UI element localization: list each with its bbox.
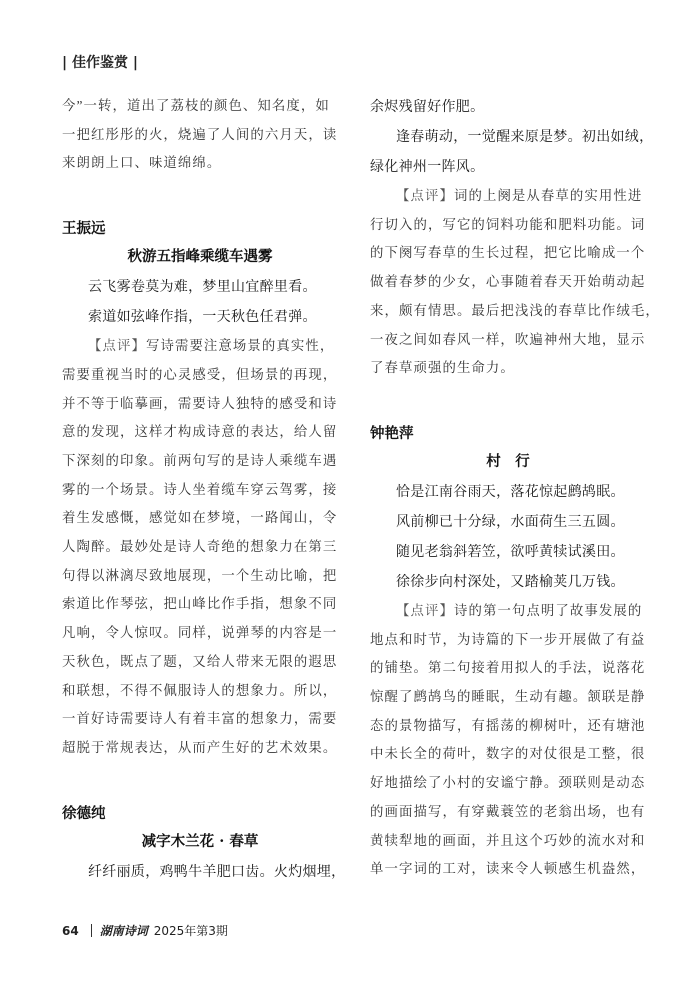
text-line: 的画面描写，有穿戴蓑笠的老翁出场，也有 [370, 803, 646, 819]
commentary [370, 597, 646, 884]
text-line: 态的景物描写，有摇荡的柳树叶，还有塘池 [370, 717, 646, 733]
poem-line: 逢春萌动，一觉醒来原是梦。初出如绒， [396, 129, 654, 145]
text-line: 来朗朗上口、味道绵绵。 [62, 155, 222, 171]
intro-continuation [62, 92, 338, 178]
magazine-logo: 湖南诗词 [99, 924, 148, 938]
poem-line: 随见老翁斜箬笠，欲呼黄犊试溪田。 [396, 543, 625, 560]
poem-body [62, 857, 346, 887]
poem-line: 绿化神州一阵风。 [370, 159, 485, 175]
poem-body-continued [370, 92, 654, 182]
text-line: 雾的一个场景。诗人坐着缆车穿云驾雾，接 [62, 481, 338, 497]
commentary [62, 332, 338, 763]
text-line: 来，颇有情思。最后把浅浅的春草比作绒毛， [370, 302, 660, 318]
author-name: 王振远 [62, 221, 106, 238]
text-line: 中未长全的荷叶，数字的对仗很是工整，很 [370, 746, 646, 762]
poem-line: 风前柳已十分绿，水面荷生三五圆。 [396, 513, 625, 530]
text-line: 行切入的，写它的饲料功能和肥料功能。词 [370, 216, 646, 232]
poem-line: 余烬残留好作肥。 [370, 99, 485, 115]
issue-label: 2025年第3期 [153, 924, 228, 938]
text-line: 句得以淋漓尽致地展现，一个生动比喻，把 [62, 567, 338, 583]
text-line: 一首好诗需要诗人有着丰富的想象力，需要 [62, 711, 338, 727]
left-column [62, 92, 346, 887]
comment-text: 写诗需要注意场景的真实性， [145, 338, 335, 354]
poem-title: 秋游五指峰乘缆车遇雾 [127, 248, 273, 266]
poem-line: 索道如弦峰作指，一天秋色任君弹。 [88, 309, 317, 326]
text-line: 做着春梦的少女，心事随着春天开始萌动起 [370, 274, 646, 290]
author-name: 徐德纯 [62, 805, 106, 822]
comment-tag: 【点评】 [88, 338, 146, 354]
text-line: 的下阕写春草的生长过程，把它比喻成一个 [370, 245, 646, 261]
poem-title: 减字木兰花 · 春草 [141, 832, 259, 850]
text-line: 意的发现，这样才构成诗意的表达，给人留 [62, 424, 338, 440]
section-header: | 佳作鉴赏 | [62, 55, 138, 71]
commentary [370, 182, 660, 383]
commentary-first-line [62, 332, 338, 361]
commentary-first-line [370, 597, 646, 626]
text-line: 今”一转，道出了荔枝的颜色、知名度，如 [62, 98, 330, 113]
text-line: 的铺垫。第二句接着用拟人的手法，说落花 [370, 660, 646, 676]
text-line: 下深刻的印象。前两句写的是诗人乘缆车遇 [62, 452, 338, 468]
comment-text: 词的上阕是从春草的实用性进 [453, 188, 643, 203]
text-line: 黄犊犁地的画面，并且这个巧妙的流水对和 [370, 832, 646, 848]
text-line: 地点和时节，为诗篇的下一步开展做了有益 [370, 631, 646, 647]
commentary-first-line [370, 182, 646, 211]
text-line: 一把红彤彤的火，烧遍了人间的六月天，读 [62, 126, 338, 142]
poem-title: 村 行 [486, 452, 530, 470]
author-name: 钟艳萍 [370, 425, 414, 442]
poem-body [370, 477, 646, 597]
text-line: 索道比作琴弦，把山峰比作手指，想象不同 [62, 596, 338, 612]
poem-line: 纤纤丽质，鸡鸭牛羊肥口齿。火灼烟埋， [88, 863, 346, 880]
poem-line: 徐徐步向村深处，又踏榆荚几万钱。 [396, 573, 625, 590]
text-line: 单一字词的工对，读来令人顿感生机盎然， [370, 861, 646, 877]
footer-divider [91, 924, 92, 937]
comment-tag: 【点评】 [396, 602, 454, 618]
comment-text: 诗的第一句点明了故事发展的 [453, 602, 643, 618]
text-line: 了春草顽强的生命力。 [370, 360, 515, 376]
text-line: 天秋色，既点了题，又给人带来无限的遐思 [62, 653, 338, 669]
right-column [370, 92, 660, 884]
comment-tag: 【点评】 [396, 188, 454, 203]
poem-body [62, 272, 338, 332]
poem-line: 恰是江南谷雨天，落花惊起鹧鸪眠。 [396, 483, 625, 500]
page-footer [62, 922, 228, 939]
text-line: 一夜之间如春风一样，吹遍神州大地，显示 [370, 331, 646, 347]
text-line: 需要重视当时的心灵感受，但场景的再现， [62, 366, 338, 382]
text-line: 好地描绘了小村的安谧宁静。颈联则是动态 [370, 775, 646, 791]
text-line: 惊醒了鹧鸪鸟的睡眠，生动有趣。颔联是静 [370, 689, 646, 705]
text-line: 着生发感慨，感觉如在梦境，一路闻山，令 [62, 510, 338, 526]
page-number: 64 [62, 923, 79, 938]
text-line: 凡响，令人惊叹。同样，说弹琴的内容是一 [62, 625, 338, 641]
text-line: 和联想，不得不佩服诗人的想象力。所以， [62, 682, 338, 698]
text-line: 超脱于常规表达，从而产生好的艺术效果。 [62, 739, 338, 755]
text-line: 人陶醉。最妙处是诗人奇绝的想象力在第三 [62, 539, 338, 555]
text-line: 并不等于临摹画，需要诗人独特的感受和诗 [62, 395, 338, 411]
poem-line: 云飞雾卷莫为难，梦里山宜醉里看。 [88, 279, 317, 296]
